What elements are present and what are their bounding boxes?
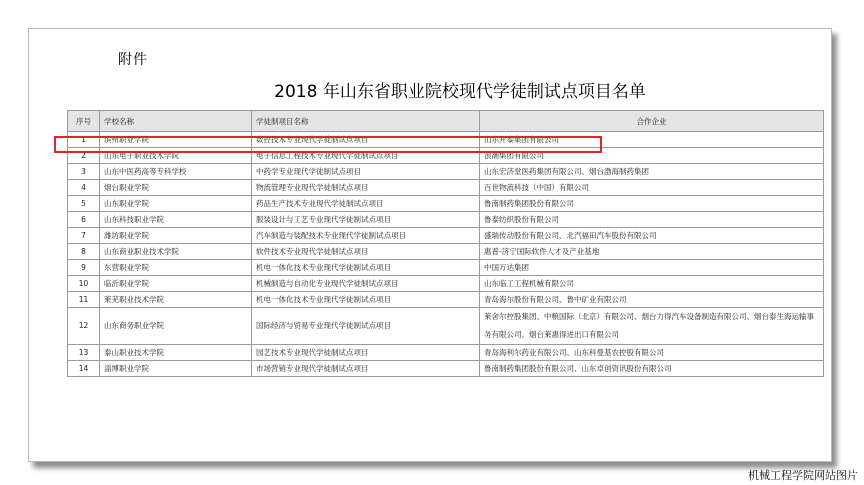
table-row [68, 292, 824, 308]
school-name-cell: 山东科技职业学院 [100, 212, 252, 228]
school-name-cell: 山东职业学院 [100, 196, 252, 212]
partner-company-cell: 盛瑞传动股份有限公司、北汽福田汽车股份有限公司 [480, 228, 824, 244]
row-number-cell: 12 [68, 308, 100, 345]
project-name-cell: 服装设计与工艺专业现代学徒制试点项目 [252, 212, 480, 228]
school-name-cell: 东营职业学院 [100, 260, 252, 276]
row-number-cell: 8 [68, 244, 100, 260]
row-number-cell: 2 [68, 148, 100, 164]
column-header-no: 序号 [68, 111, 100, 132]
partner-company-cell: 浪潮集团有限公司 [480, 148, 824, 164]
row-number-cell: 6 [68, 212, 100, 228]
table-row [68, 196, 824, 212]
table-row [68, 308, 824, 345]
school-name-cell: 潍坊职业学院 [100, 228, 252, 244]
partner-company-cell: 鲁南制药集团股份有限公司、山东卓创资讯股份有限公司 [480, 361, 824, 377]
table-row [68, 212, 824, 228]
partner-company-cell: 山东开泰集团有限公司 [480, 132, 824, 148]
school-name-cell: 淄博职业学院 [100, 361, 252, 377]
column-header-project: 学徒制项目名称 [252, 111, 480, 132]
project-name-cell: 机械制造与自动化专业现代学徒制试点项目 [252, 276, 480, 292]
row-number-cell: 5 [68, 196, 100, 212]
project-name-cell: 市场营销专业现代学徒制试点项目 [252, 361, 480, 377]
project-name-cell: 数控技术专业现代学徒制试点项目 [252, 132, 480, 148]
project-name-cell: 药品生产技术专业现代学徒制试点项目 [252, 196, 480, 212]
project-name-cell: 汽车制造与装配技术专业现代学徒制试点项目 [252, 228, 480, 244]
partner-company-cell: 青岛海尔股份有限公司、鲁中矿业有限公司 [480, 292, 824, 308]
project-name-cell: 机电一体化技术专业现代学徒制试点项目 [252, 260, 480, 276]
partner-company-cell: 鲁泰纺织股份有限公司 [480, 212, 824, 228]
row-number-cell: 14 [68, 361, 100, 377]
school-name-cell: 临沂职业学院 [100, 276, 252, 292]
table-row [68, 345, 824, 361]
highlight-box [54, 136, 602, 153]
school-name-cell: 烟台职业学院 [100, 180, 252, 196]
partner-company-cell: 青岛海利尔药业有限公司、山东科曼基农控股有限公司 [480, 345, 824, 361]
school-name-cell: 莱芜职业技术学院 [100, 292, 252, 308]
row-number-cell: 9 [68, 260, 100, 276]
school-name-cell: 泰山职业技术学院 [100, 345, 252, 361]
project-name-cell: 园艺技术专业现代学徒制试点项目 [252, 345, 480, 361]
school-name-cell: 滨州职业学院 [100, 132, 252, 148]
partner-company-cell: 山东宏济堂医药集团有限公司、烟台渤海制药集团 [480, 164, 824, 180]
table-row [68, 260, 824, 276]
row-number-cell: 7 [68, 228, 100, 244]
row-number-cell: 3 [68, 164, 100, 180]
row-number-cell: 10 [68, 276, 100, 292]
annex-label: 附件 [118, 52, 148, 68]
partner-company-cell: 山东临工工程机械有限公司 [480, 276, 824, 292]
table-row [68, 228, 824, 244]
table-row [68, 244, 824, 260]
project-name-cell: 物流管理专业现代学徒制试点项目 [252, 180, 480, 196]
document-page [28, 28, 832, 462]
row-number-cell: 11 [68, 292, 100, 308]
school-name-cell: 山东电子职业技术学院 [100, 148, 252, 164]
column-header-school: 学校名称 [100, 111, 252, 132]
table-row [68, 180, 824, 196]
table-header-row [68, 111, 824, 132]
school-name-cell: 山东商务职业学院 [100, 308, 252, 345]
partner-company-cell: 莱舍尔控股集团、中粮国际（北京）有限公司、烟台力得汽车设备制造有限公司、烟台泰生海运输事务有限公司、烟台莱惠得进出口有限公司 [480, 308, 824, 345]
project-name-cell: 中药学专业现代学徒制试点项目 [252, 164, 480, 180]
partner-company-cell: 惠普-济宁国际软件人才及产业基地 [480, 244, 824, 260]
row-number-cell: 13 [68, 345, 100, 361]
partner-company-cell: 百世物流科技（中国）有限公司 [480, 180, 824, 196]
column-header-partner: 合作企业 [480, 111, 824, 132]
document-title: 2018 年山东省职业院校现代学徒制试点项目名单 [274, 82, 646, 102]
table-row [68, 276, 824, 292]
project-name-cell: 软件技术专业现代学徒制试点项目 [252, 244, 480, 260]
project-name-cell: 机电一体化技术专业现代学徒制试点项目 [252, 292, 480, 308]
project-name-cell: 国际经济与贸易专业现代学徒制试点项目 [252, 308, 480, 345]
school-name-cell: 山东中医药高等专科学校 [100, 164, 252, 180]
school-name-cell: 山东商业职业技术学院 [100, 244, 252, 260]
partner-company-cell: 中国万达集团 [480, 260, 824, 276]
row-number-cell: 4 [68, 180, 100, 196]
project-name-cell: 电子信息工程技术专业现代学徒制试点项目 [252, 148, 480, 164]
partner-company-cell: 鲁南制药集团股份有限公司 [480, 196, 824, 212]
row-number-cell: 1 [68, 132, 100, 148]
watermark-text: 机械工程学院网站图片 [748, 469, 858, 482]
table-row [68, 361, 824, 377]
table-row [68, 164, 824, 180]
